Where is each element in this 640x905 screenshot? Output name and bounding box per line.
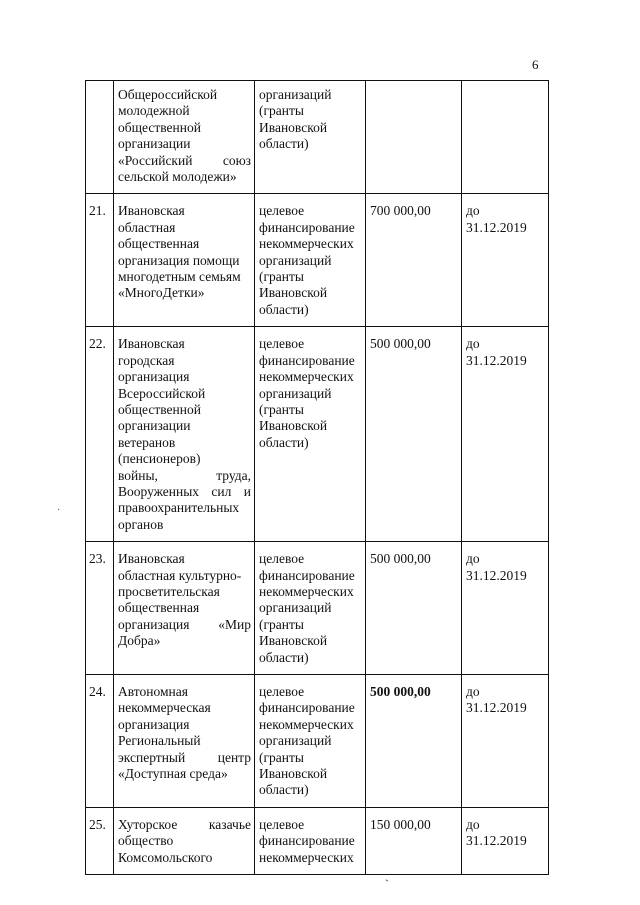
organization-name-line: Общероссийской <box>118 87 218 102</box>
funding-type-line: финансирование <box>259 352 355 368</box>
organization-name-line: (пенсионеров) <box>118 451 201 467</box>
funding-type-line: области) <box>259 434 309 450</box>
funding-type-line: некоммерческих <box>259 236 354 252</box>
funding-type <box>255 807 366 874</box>
organization-name <box>114 675 255 808</box>
funding-type-line: организаций <box>259 385 332 401</box>
table-row <box>86 542 549 675</box>
deadline-line: до <box>466 551 480 567</box>
funding-type-line: (гранты <box>259 616 304 632</box>
deadline <box>462 81 549 194</box>
grants-table-body <box>86 81 549 875</box>
row-number: 24. <box>86 675 114 808</box>
organization-name-line: сельской молодежи» <box>118 169 237 185</box>
margin-speck: · <box>57 505 61 516</box>
funding-type-line: финансирование <box>259 219 355 235</box>
organization-name-line: органов <box>118 516 164 532</box>
funding-type <box>255 327 366 542</box>
organization-name-line: общественная <box>118 600 200 616</box>
funding-type-line: некоммерческих <box>259 849 354 865</box>
funding-type-line: некоммерческих <box>259 583 354 599</box>
funding-type-line: целевое <box>259 684 305 699</box>
funding-type-line: организаций <box>259 733 332 749</box>
organization-name-line: Ивановская <box>118 203 185 219</box>
deadline-line: до <box>466 684 480 699</box>
organization-name-line: организация помощи <box>118 252 240 268</box>
organization-name-line: экспертный центр <box>118 749 251 765</box>
funding-type-line: Ивановской <box>259 119 328 135</box>
organization-name-line: общественной <box>118 119 201 135</box>
funding-type-line: области) <box>259 649 309 665</box>
row-number: 22. <box>86 327 114 542</box>
funding-type-line: (гранты <box>259 401 304 417</box>
grant-amount: 500 000,00 <box>366 327 462 542</box>
organization-name-line: правоохранительных <box>118 500 240 516</box>
organization-name-line: просветительская <box>118 583 220 599</box>
grant-amount <box>366 81 462 194</box>
row-number: 25. <box>86 807 114 874</box>
funding-type-line: (гранты <box>259 103 304 119</box>
organization-name-line: Комсомольского <box>118 849 213 865</box>
deadline-line: 31.12.2019 <box>466 219 527 235</box>
organization-name-line: областная <box>118 219 176 235</box>
funding-type-line: (гранты <box>259 749 304 765</box>
grant-amount: 700 000,00 <box>366 194 462 327</box>
organization-name-line: городская <box>118 352 175 368</box>
funding-type <box>255 81 366 194</box>
deadline-line: до <box>466 203 480 219</box>
row-number: 21. <box>86 194 114 327</box>
organization-name-line: областная культурно- <box>118 567 242 583</box>
funding-type-line: области) <box>259 301 309 317</box>
deadline <box>462 542 549 675</box>
funding-type-line: целевое <box>259 336 305 352</box>
grants-table <box>85 80 549 875</box>
grant-amount: 500 000,00 <box>366 675 462 808</box>
deadline-line: 31.12.2019 <box>466 567 527 583</box>
funding-type <box>255 542 366 675</box>
funding-type-line: организаций <box>259 87 332 102</box>
organization-name <box>114 327 255 542</box>
organization-name-line: Региональный <box>118 733 201 749</box>
table-row <box>86 807 549 874</box>
organization-name-line: организация <box>118 716 190 732</box>
funding-type-line: (гранты <box>259 269 304 285</box>
organization-name <box>114 542 255 675</box>
organization-name <box>114 807 255 874</box>
funding-type-line: области) <box>259 136 309 152</box>
organization-name-line: организация «Мир <box>118 616 251 632</box>
funding-type-line: Ивановской <box>259 766 328 782</box>
deadline-line: 31.12.2019 <box>466 352 527 368</box>
organization-name-line: «МногоДетки» <box>118 285 205 301</box>
funding-type-line: некоммерческих <box>259 369 354 385</box>
deadline-line: 31.12.2019 <box>466 700 527 716</box>
funding-type-line: целевое <box>259 551 305 567</box>
funding-type-line: финансирование <box>259 567 355 583</box>
table-row <box>86 675 549 808</box>
organization-name-line: Автономная <box>118 684 188 699</box>
funding-type <box>255 675 366 808</box>
organization-name-line: организация <box>118 369 190 385</box>
deadline <box>462 675 549 808</box>
deadline <box>462 807 549 874</box>
table-row <box>86 194 549 327</box>
table-row <box>86 81 549 194</box>
grant-amount: 150 000,00 <box>366 807 462 874</box>
organization-name-line: организации <box>118 418 191 434</box>
organization-name-line: «Доступная среда» <box>118 766 228 782</box>
organization-name-line: «Российский союз <box>118 152 251 168</box>
organization-name-line: общественной <box>118 401 201 417</box>
funding-type <box>255 194 366 327</box>
organization-name <box>114 194 255 327</box>
organization-name-line: Добра» <box>118 633 161 649</box>
organization-name-line: общество <box>118 833 174 849</box>
funding-type-line: организаций <box>259 252 332 268</box>
funding-type-line: области) <box>259 782 309 798</box>
organization-name-line: Всероссийской <box>118 385 206 401</box>
funding-type-line: целевое <box>259 203 305 219</box>
organization-name-line: ветеранов <box>118 434 176 450</box>
deadline-line: до <box>466 816 480 832</box>
organization-name-line: организации <box>118 136 191 152</box>
funding-type-line: организаций <box>259 600 332 616</box>
organization-name-line: некоммерческая <box>118 700 211 716</box>
organization-name <box>114 81 255 194</box>
organization-name-line: Хуторское казачье <box>118 816 251 832</box>
table-row <box>86 327 549 542</box>
page-number: 6 <box>532 57 539 72</box>
footer-mark: ` <box>385 877 389 891</box>
organization-name-line: Вооруженных сил и <box>118 483 251 499</box>
row-number: 23. <box>86 542 114 675</box>
row-number <box>86 81 114 194</box>
organization-name-line: молодежной <box>118 103 190 119</box>
deadline <box>462 327 549 542</box>
organization-name-line: многодетным семьям <box>118 269 241 285</box>
funding-type-line: некоммерческих <box>259 716 354 732</box>
organization-name-line: общественная <box>118 236 200 252</box>
deadline <box>462 194 549 327</box>
funding-type-line: Ивановской <box>259 633 328 649</box>
funding-type-line: финансирование <box>259 833 355 849</box>
funding-type-line: Ивановской <box>259 418 328 434</box>
organization-name-line: Ивановская <box>118 336 185 352</box>
deadline-line: 31.12.2019 <box>466 833 527 849</box>
grant-amount: 500 000,00 <box>366 542 462 675</box>
funding-type-line: целевое <box>259 816 305 832</box>
deadline-line: до <box>466 336 480 352</box>
funding-type-line: финансирование <box>259 700 355 716</box>
organization-name-line: войны, труда, <box>118 467 251 483</box>
funding-type-line: Ивановской <box>259 285 328 301</box>
organization-name-line: Ивановская <box>118 551 185 567</box>
